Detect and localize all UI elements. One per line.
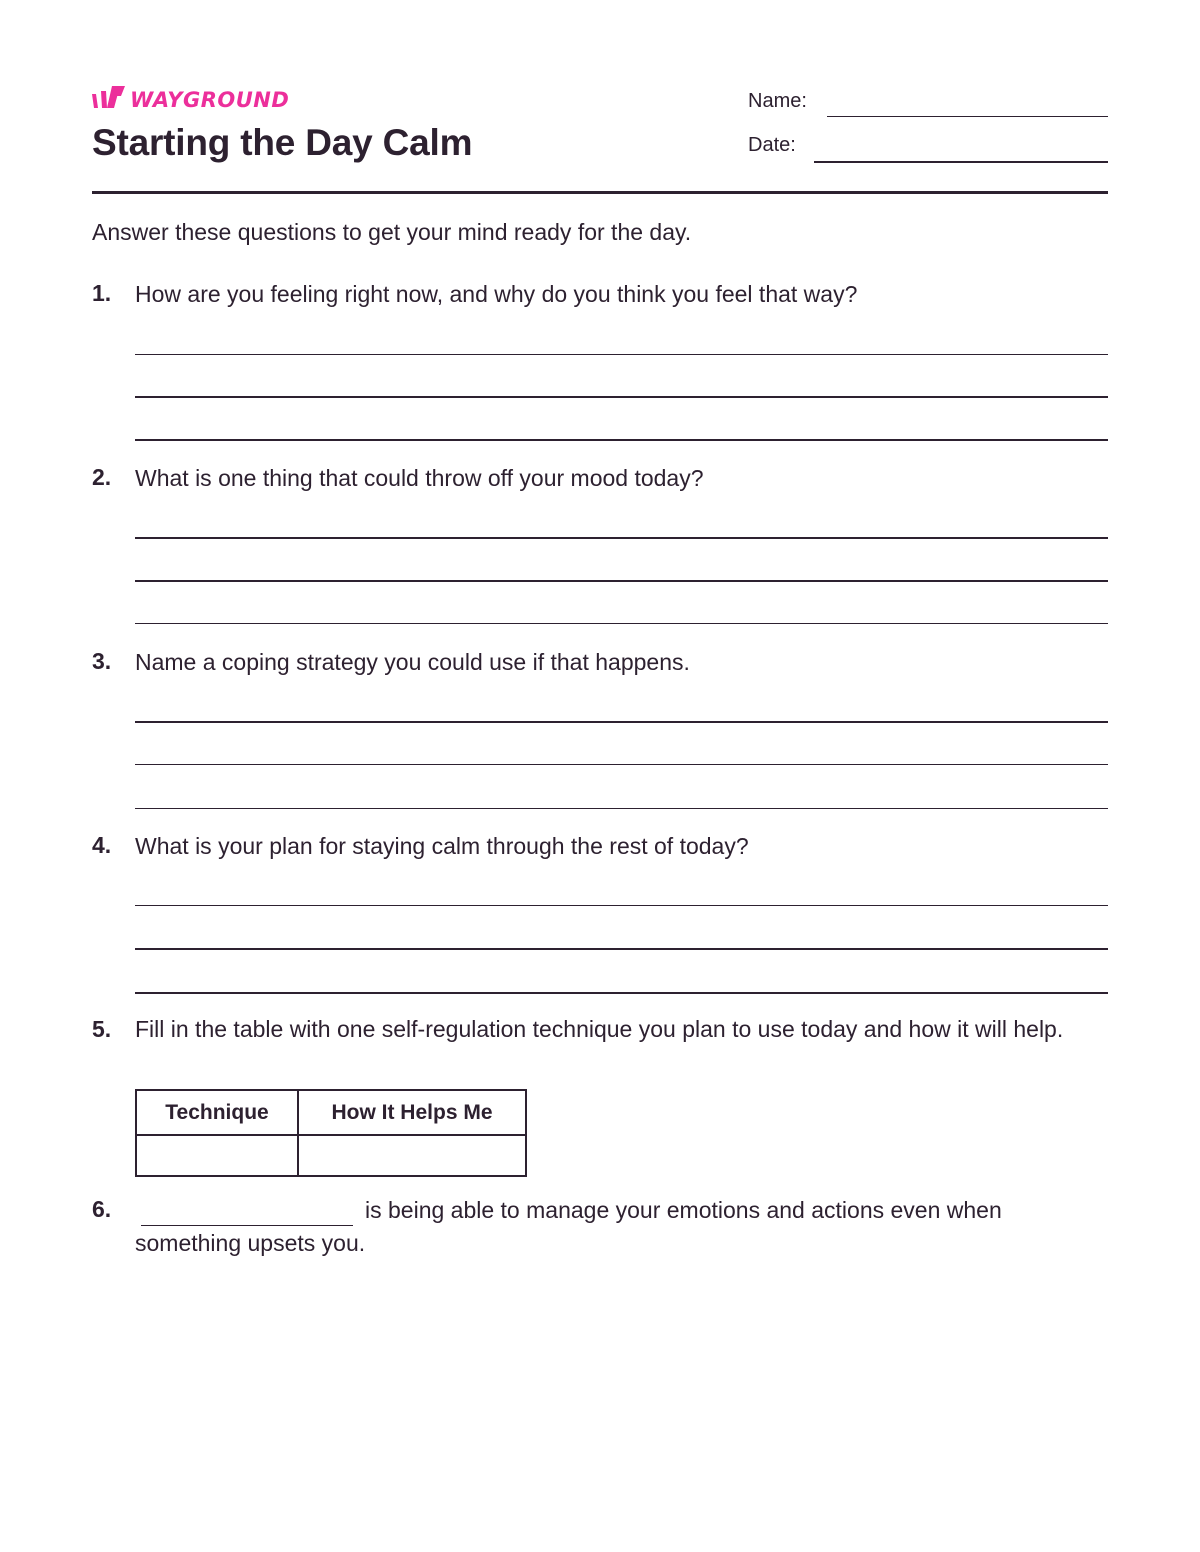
brand-logo [92,86,289,114]
answer-line[interactable] [135,764,1108,765]
question-text: How are you feeling right now, and why do you think you feel that way? [135,281,858,307]
question-text: What is your plan for staying calm through the rest of today? [135,833,749,859]
answer-line[interactable] [135,948,1108,950]
question-text: is being able to manage your emotions and actions even when something upsets you. [135,1197,1002,1256]
answer-line[interactable] [135,623,1108,624]
technique-cell[interactable] [136,1135,298,1176]
header-divider [92,191,1108,194]
question-number: 3. [92,648,112,674]
answer-line[interactable] [135,354,1108,355]
date-field[interactable] [814,161,1108,163]
how-it-helps-cell[interactable] [298,1135,526,1176]
answer-line[interactable] [135,721,1108,723]
name-field[interactable] [827,116,1108,117]
question-number: 1. [92,280,112,306]
question-text: What is one thing that could throw off your mood today? [135,465,704,491]
answer-line[interactable] [135,808,1108,809]
date-label: Date: [748,134,796,156]
page-title: Starting the Day Calm [92,122,473,163]
question-number: 6. [92,1196,112,1222]
table-header-how-it-helps: How It Helps Me [298,1090,526,1135]
question-number: 5. [92,1016,112,1042]
wayground-logo-icon [92,86,126,115]
question-number: 2. [92,464,112,490]
question-text: Fill in the table with one self-regulation technique you plan to use today and how it will help. [135,1016,1064,1042]
question-number: 4. [92,832,112,858]
name-label: Name: [748,90,807,112]
table-header-technique: Technique [136,1090,298,1135]
instructions: Answer these questions to get your mind ready for the day. [92,219,692,245]
answer-line[interactable] [135,580,1108,582]
answer-line[interactable] [135,396,1108,398]
technique-table [135,1089,527,1177]
answer-line[interactable] [135,905,1108,906]
brand-name: WAYGROUND [130,88,290,112]
answer-line[interactable] [135,439,1108,441]
answer-line[interactable] [135,537,1108,539]
answer-line[interactable] [135,992,1108,994]
question-text: Name a coping strategy you could use if that happens. [135,649,690,675]
